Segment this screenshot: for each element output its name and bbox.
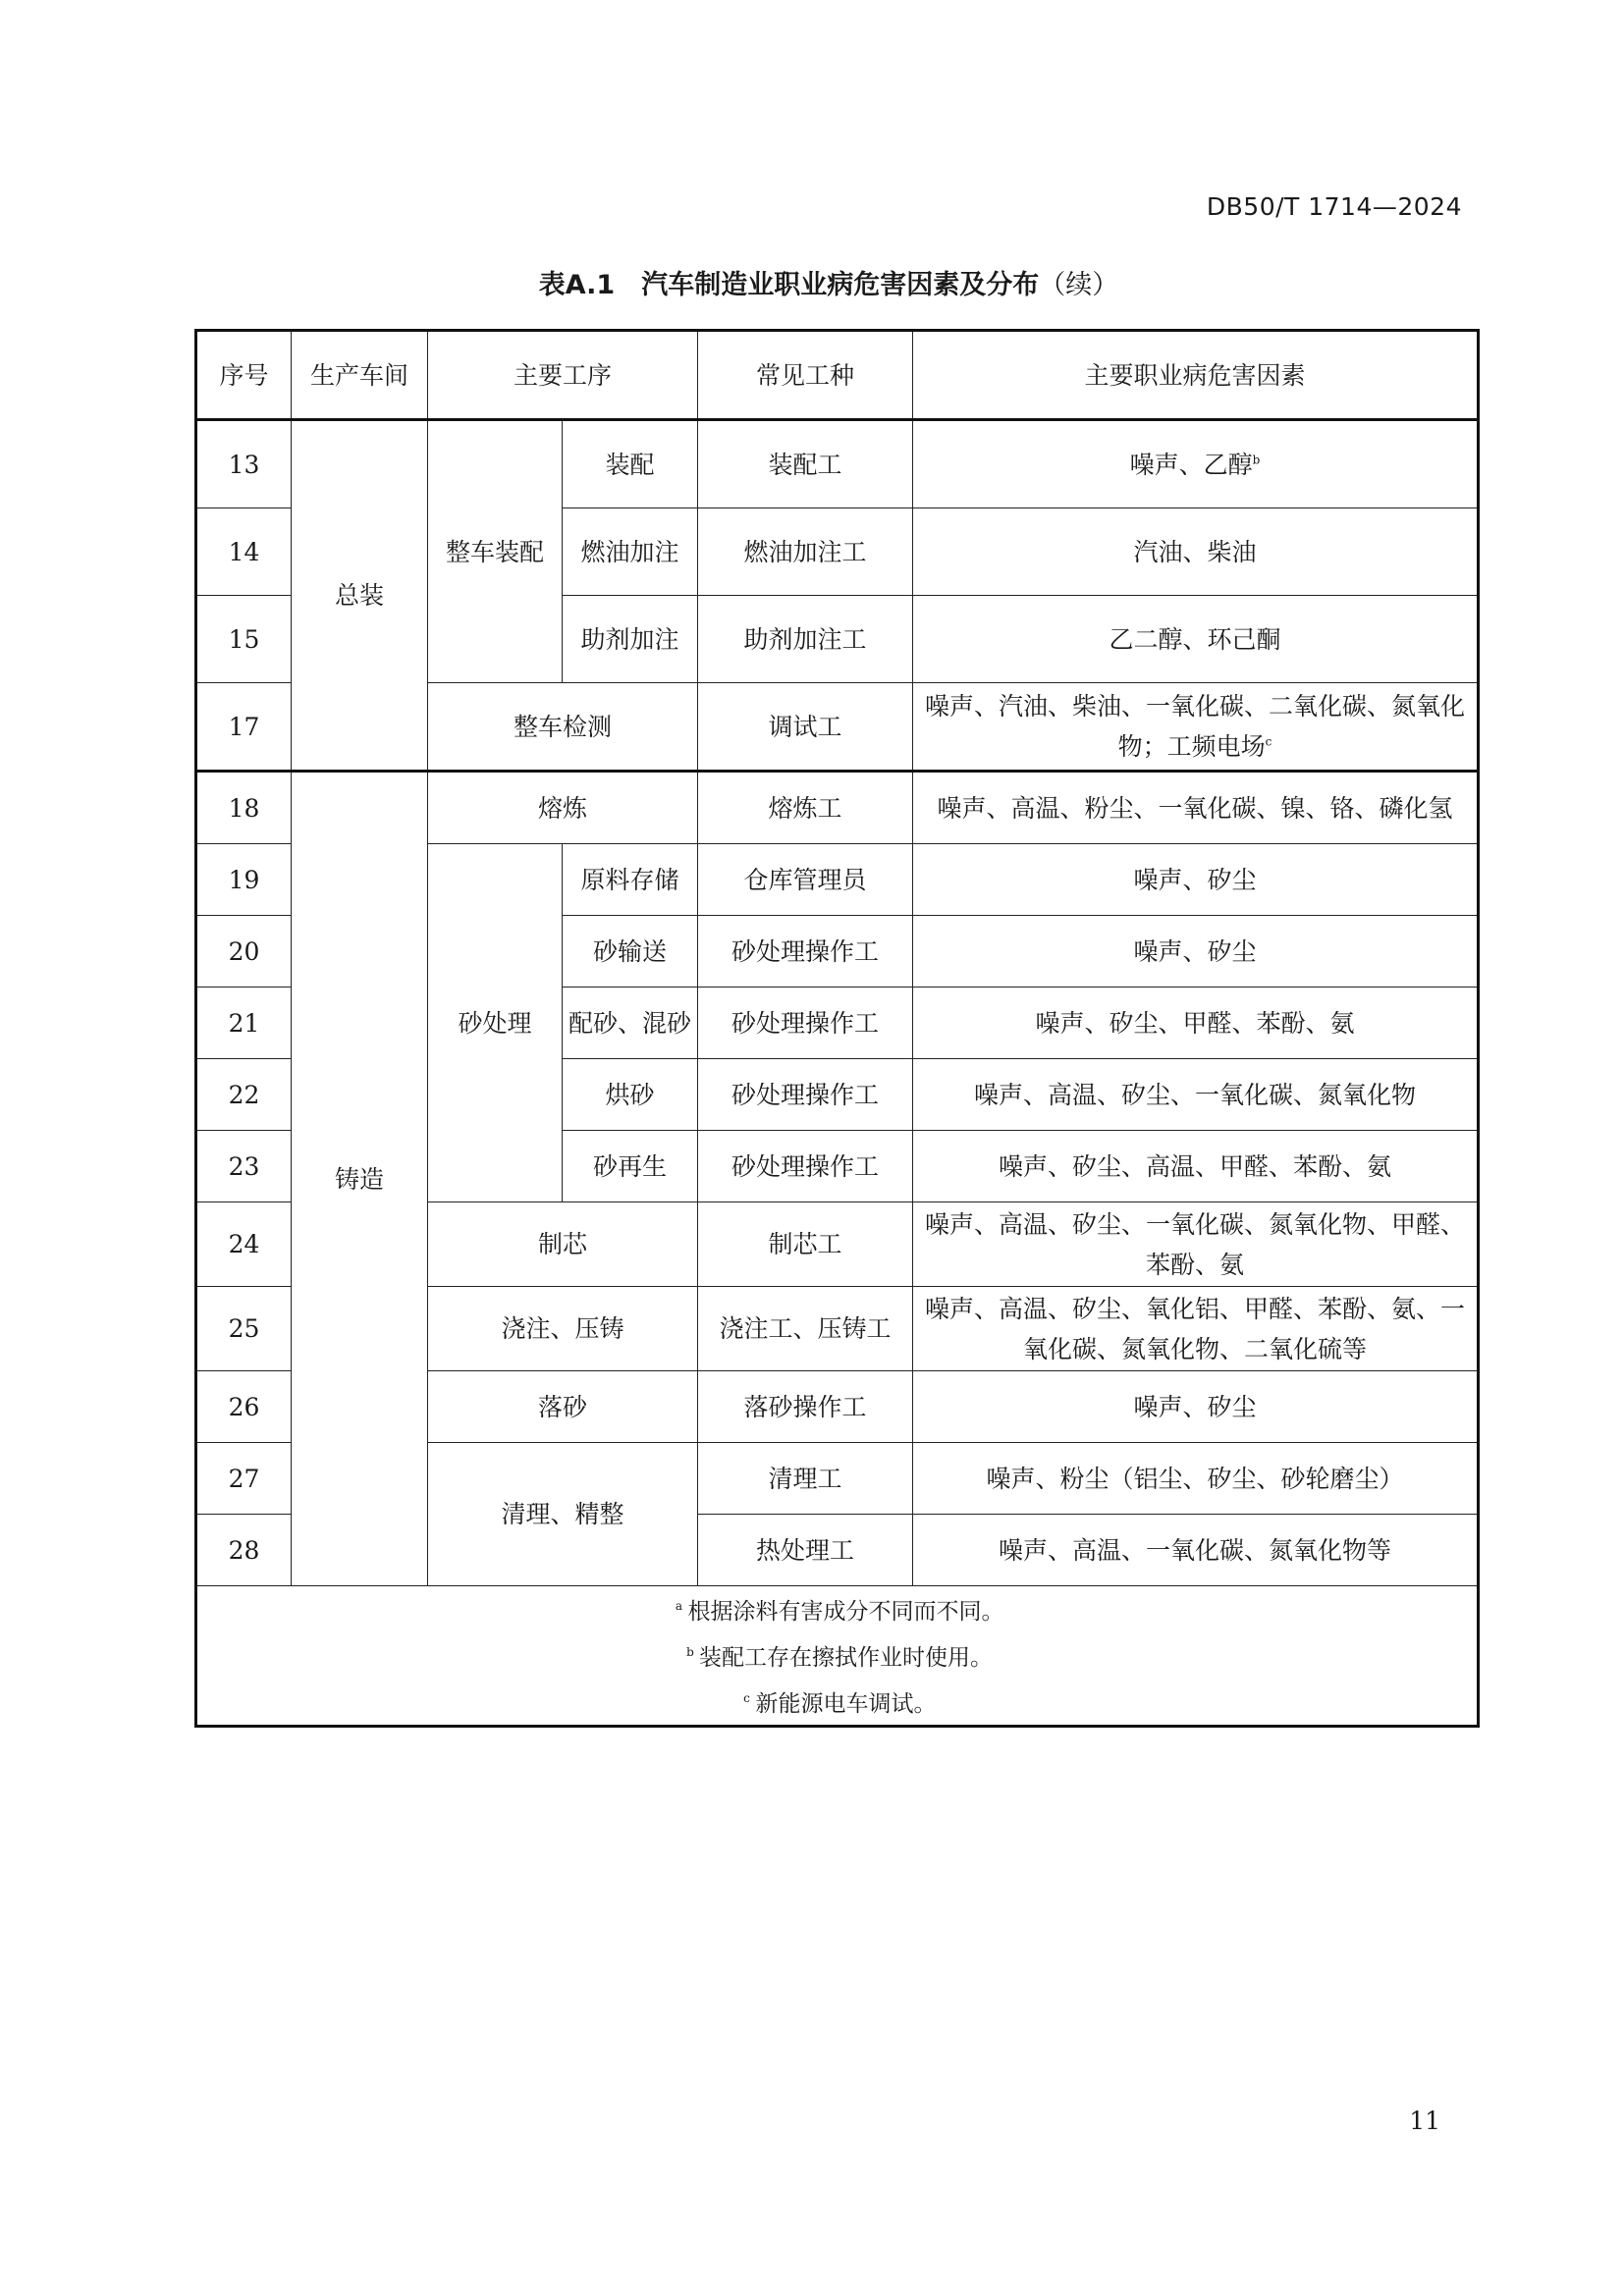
hazard-cell: 噪声、矽尘、甲醛、苯酚、氨 [913,988,1479,1059]
job-cell: 清理工 [698,1443,913,1515]
footnote-mark: b [686,1645,694,1659]
row-number: 15 [196,596,292,683]
job-cell: 砂处理操作工 [698,988,913,1059]
hazard-cell [913,420,1479,508]
job-cell: 仓库管理员 [698,844,913,916]
job-cell: 燃油加注工 [698,508,913,596]
job-cell: 调试工 [698,683,913,772]
workshop-cell: 总装 [292,420,428,772]
hazard-cell: 噪声、矽尘 [913,916,1479,988]
table-title [0,263,1624,301]
table-header-row [196,331,1479,420]
process-cell: 整车检测 [428,683,698,772]
process-cell: 整车装配 [428,420,563,683]
column-header: 序号 [196,331,292,420]
hazard-cell: 噪声、高温、矽尘、氧化铝、甲醛、苯酚、氨、一氧化碳、氮氧化物、二氧化硫等 [913,1287,1479,1371]
subprocess-cell: 助剂加注 [563,596,698,683]
hazard-cell: 噪声、高温、矽尘、一氧化碳、氮氧化物 [913,1059,1479,1131]
table-notes [196,1586,1479,1727]
job-cell: 助剂加注工 [698,596,913,683]
subprocess-cell: 配砂、混砂 [563,988,698,1059]
hazard-text: 噪声、乙醇 [1129,450,1253,479]
hazard-table [194,329,1480,1728]
subprocess-cell: 砂输送 [563,916,698,988]
row-number: 18 [196,772,292,844]
column-header: 生产车间 [292,331,428,420]
table-row [196,420,1479,508]
footnote-mark: c [743,1691,750,1705]
row-number: 27 [196,1443,292,1515]
process-cell: 制芯 [428,1202,698,1287]
hazard-cell: 噪声、矽尘 [913,1371,1479,1443]
footnote-text: 根据涂料有害成分不同而不同。 [687,1599,1004,1625]
hazard-cell: 噪声、矽尘 [913,844,1479,916]
column-header: 常见工种 [698,331,913,420]
hazard-cell: 噪声、粉尘（铝尘、矽尘、砂轮磨尘） [913,1443,1479,1515]
job-cell: 热处理工 [698,1515,913,1586]
hazard-cell: 噪声、高温、矽尘、一氧化碳、氮氧化物、甲醛、苯酚、氨 [913,1202,1479,1287]
job-cell: 熔炼工 [698,772,913,844]
job-cell: 砂处理操作工 [698,1059,913,1131]
footnote [203,1586,1471,1632]
process-cell: 熔炼 [428,772,698,844]
hazard-cell: 噪声、矽尘、高温、甲醛、苯酚、氨 [913,1131,1479,1202]
job-cell: 制芯工 [698,1202,913,1287]
footnote-mark: a [675,1599,683,1613]
table-title-text: 表A.1 汽车制造业职业病危害因素及分布 [538,270,1040,300]
footnote-mark: b [1252,453,1261,467]
row-number: 28 [196,1515,292,1586]
hazard-cell: 汽油、柴油 [913,508,1479,596]
job-cell: 砂处理操作工 [698,916,913,988]
job-cell: 浇注工、压铸工 [698,1287,913,1371]
workshop-cell: 铸造 [292,772,428,1586]
process-cell: 清理、精整 [428,1443,698,1586]
job-cell: 装配工 [698,420,913,508]
footnote-mark: c [1265,734,1272,749]
footnote-text: 装配工存在擦拭作业时使用。 [699,1645,993,1671]
subprocess-cell: 燃油加注 [563,508,698,596]
table-row [196,772,1479,844]
hazard-cell: 乙二醇、环己酮 [913,596,1479,683]
hazard-text: 噪声、汽油、柴油、一氧化碳、二氧化碳、氮氧化物；工频电场 [925,692,1466,761]
subprocess-cell: 原料存储 [563,844,698,916]
job-cell: 砂处理操作工 [698,1131,913,1202]
process-cell: 落砂 [428,1371,698,1443]
row-number: 23 [196,1131,292,1202]
page-number: 11 [1409,2107,1440,2135]
table-title-suffix: （续） [1039,270,1119,300]
row-number: 24 [196,1202,292,1287]
row-number: 26 [196,1371,292,1443]
subprocess-cell: 烘砂 [563,1059,698,1131]
subprocess-cell: 砂再生 [563,1131,698,1202]
column-header: 主要职业病危害因素 [913,331,1479,420]
footnote [203,1679,1471,1725]
row-number: 21 [196,988,292,1059]
row-number: 22 [196,1059,292,1131]
subprocess-cell: 装配 [563,420,698,508]
process-cell: 浇注、压铸 [428,1287,698,1371]
document-code: DB50/T 1714—2024 [1206,192,1462,221]
hazard-cell: 噪声、高温、粉尘、一氧化碳、镍、铬、磷化氢 [913,772,1479,844]
row-number: 14 [196,508,292,596]
row-number: 20 [196,916,292,988]
column-header: 主要工序 [428,331,698,420]
job-cell: 落砂操作工 [698,1371,913,1443]
footnotes-cell [196,1586,1479,1727]
row-number: 25 [196,1287,292,1371]
row-number: 19 [196,844,292,916]
footnote-text: 新能源电车调试。 [755,1691,937,1717]
hazard-cell [913,683,1479,772]
row-number: 13 [196,420,292,508]
row-number: 17 [196,683,292,772]
footnote [203,1632,1471,1679]
process-cell: 砂处理 [428,844,563,1202]
hazard-cell: 噪声、高温、一氧化碳、氮氧化物等 [913,1515,1479,1586]
